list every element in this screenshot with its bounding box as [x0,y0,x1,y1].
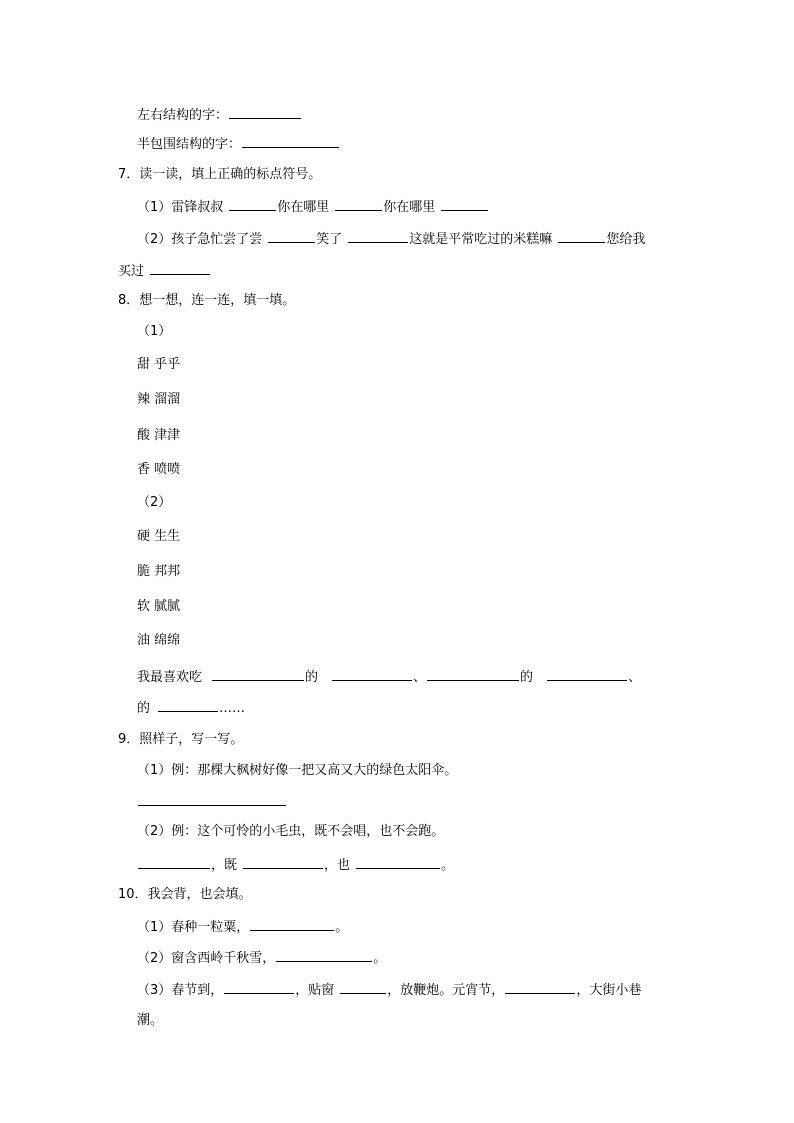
question-8-fill-line-cont [137,698,245,716]
item-text: 笑了 [316,232,343,247]
item-text: ，既 [211,858,238,873]
answer-blank[interactable] [356,855,440,869]
item-text: 。 [335,920,349,935]
answer-blank[interactable] [547,667,627,681]
question-9-fill-line [137,855,454,873]
match-item: 辣 溜溜 [137,392,181,407]
item-text: ，贴窗 [295,983,335,998]
item-text: 。 [373,951,387,966]
match-item: 酸 津津 [137,428,181,443]
item-text: （3）春节到， [137,983,224,998]
answer-blank[interactable] [268,229,315,243]
item-text: （2）孩子急忙尝了尝 [137,232,263,247]
left-right-structure-line [137,105,302,123]
match-item: 硬 生生 [137,529,181,544]
half-enclosure-structure-line [137,134,340,152]
answer-blank[interactable] [138,855,210,869]
answer-blank[interactable] [558,229,605,243]
item-text: ，放鞭炮。元宵节， [387,983,505,998]
item-text: 的 [520,670,534,685]
item-text: 、 [413,670,427,685]
answer-blank[interactable] [335,197,382,211]
item-text: 我最喜欢吃 [137,670,203,685]
item-text: 买过 [118,264,145,279]
question-7-item-2 [137,229,645,247]
item-text: ，也 [324,858,351,873]
answer-blank[interactable] [348,229,408,243]
answer-blank[interactable] [505,980,575,994]
item-text: 的 [305,670,319,685]
answer-blank[interactable] [229,197,276,211]
match-item: 脆 邦邦 [137,564,181,579]
question-7-item-1 [137,197,489,215]
question-8-title: 8．想一想，连一连，填一填。 [118,293,296,308]
answer-blank[interactable] [212,667,304,681]
question-10-item-3-cont: 潮。 [137,1013,164,1028]
question-10-item-3 [137,980,641,998]
match-item: 香 喷喷 [137,462,181,477]
answer-blank[interactable] [441,197,488,211]
item-text: 您给我 [606,232,646,247]
answer-blank[interactable] [229,105,301,119]
question-8-part-2: （2） [137,495,172,510]
answer-blank[interactable] [158,698,218,712]
match-item: 甜 乎乎 [137,357,181,372]
answer-blank[interactable] [242,134,339,148]
item-text: 你在哪里 [383,200,436,215]
question-8-fill-line [137,667,641,685]
answer-blank[interactable] [243,855,323,869]
answer-blank[interactable] [150,261,210,275]
item-text: 、 [628,670,642,685]
question-9-title: 9．照样子，写一写。 [118,732,244,747]
item-text: （1）雷锋叔叔 [137,200,224,215]
item-text: 。 [441,858,455,873]
line-label: 左右结构的字： [137,108,229,123]
answer-blank[interactable] [224,980,294,994]
answer-blank[interactable] [332,667,412,681]
item-text: （1）春种一粒粟， [137,920,250,935]
line-label: 半包围结构的字： [137,137,242,152]
question-10-title: 10．我会背，也会填。 [118,887,252,902]
question-9-item-1-answer [137,792,287,810]
match-item: 油 绵绵 [137,633,181,648]
question-7-title: 7．读一读，填上正确的标点符号。 [118,167,322,182]
answer-blank[interactable] [138,792,286,806]
item-text: ，大街小巷 [576,983,642,998]
answer-blank[interactable] [427,667,519,681]
question-10-item-2 [137,948,386,966]
question-9-item-2: （2）例：这个可怜的小毛虫，既不会唱，也不会跑。 [137,824,445,839]
question-9-item-1: （1）例：那棵大枫树好像一把又高又大的绿色太阳伞。 [137,763,458,778]
question-8-part-1: （1） [137,324,172,339]
item-text: 这就是平常吃过的米糕嘛 [409,232,553,247]
match-item: 软 腻腻 [137,599,181,614]
item-text: …… [219,701,246,716]
answer-blank[interactable] [250,917,334,931]
answer-blank[interactable] [276,948,372,962]
item-text: 的 [137,701,151,716]
question-7-item-2-cont [118,261,211,279]
item-text: （2）窗含西岭千秋雪， [137,951,276,966]
answer-blank[interactable] [340,980,386,994]
item-text: 你在哪里 [277,200,330,215]
question-10-item-1 [137,917,348,935]
